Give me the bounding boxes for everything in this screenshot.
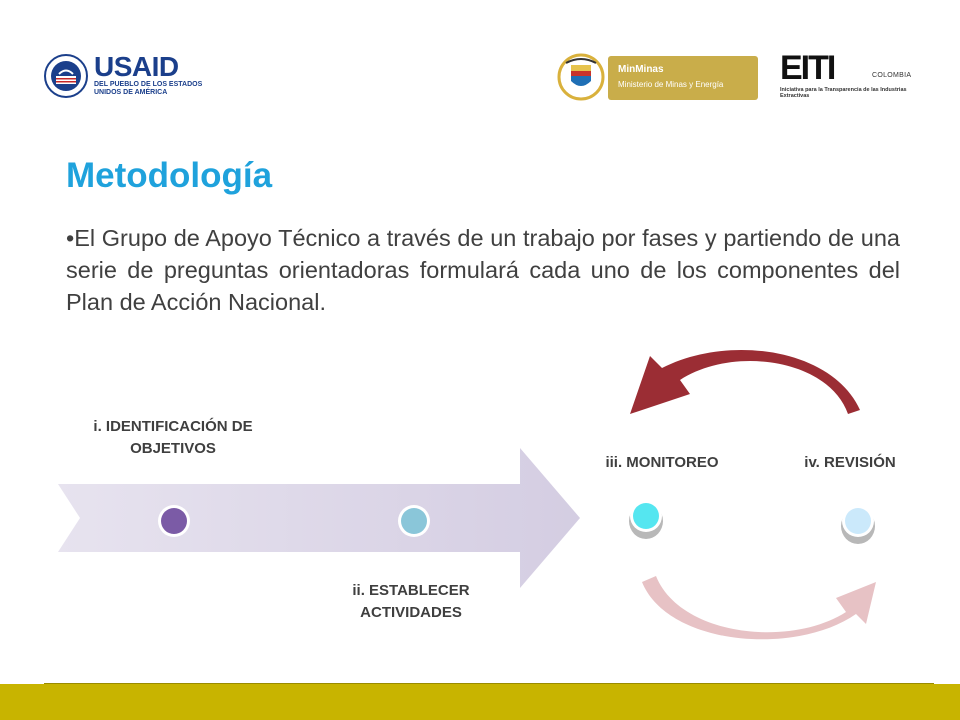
slide-body-text: •El Grupo de Apoyo Técnico a través de un trabajo por fases y partiendo de una serie de preguntas orientadoras formulará cada uno de los componentes del Plan de Acción Nacional. <box>66 225 900 315</box>
stage-label-1: i. IDENTIFICACIÓN DE OBJETIVOS <box>93 418 253 457</box>
usaid-wordmark: USAID <box>94 51 179 82</box>
stage-node-3 <box>629 500 663 539</box>
eiti-logo <box>780 49 920 99</box>
colombia-coat-of-arms-icon <box>556 53 606 101</box>
cycle-arrow-top <box>630 350 860 414</box>
usaid-logo <box>44 50 203 105</box>
minminas-subtitle: Ministerio de Minas y Energía <box>618 80 724 89</box>
cycle-arrow-bottom <box>642 576 876 639</box>
stage-node-4 <box>841 505 875 544</box>
footer-band <box>0 684 960 720</box>
usaid-seal-icon <box>44 54 88 98</box>
slide-title: Metodología <box>66 156 273 195</box>
process-diagram <box>0 330 960 680</box>
minminas-badge <box>608 56 758 100</box>
eiti-tagline: Iniciativa para la Transparencia de las Industrias Extractivas <box>780 87 907 99</box>
minminas-name: MinMinas <box>618 64 664 75</box>
process-diagram-graphic <box>0 330 960 680</box>
stage-node-2-dot <box>401 508 427 534</box>
stage-node-1-dot <box>161 508 187 534</box>
usaid-subtitle: DEL PUEBLO DE LOS ESTADOS UNIDOS DE AMÉRICA <box>94 81 203 96</box>
stage-node-2 <box>398 505 430 537</box>
minminas-logo <box>556 53 761 101</box>
eiti-wordmark: EITI <box>780 49 835 87</box>
stage-label-4: iv. REVISIÓN <box>804 454 896 471</box>
stage-node-1 <box>158 505 190 537</box>
stage-label-2: ii. ESTABLECER ACTIVIDADES <box>352 582 470 621</box>
eiti-country: COLOMBIA <box>872 72 912 79</box>
stage-node-3-dot <box>633 503 659 529</box>
stage-label-3: iii. MONITOREO <box>605 454 719 471</box>
process-arrow <box>58 448 580 588</box>
stage-node-4-dot <box>845 508 871 534</box>
